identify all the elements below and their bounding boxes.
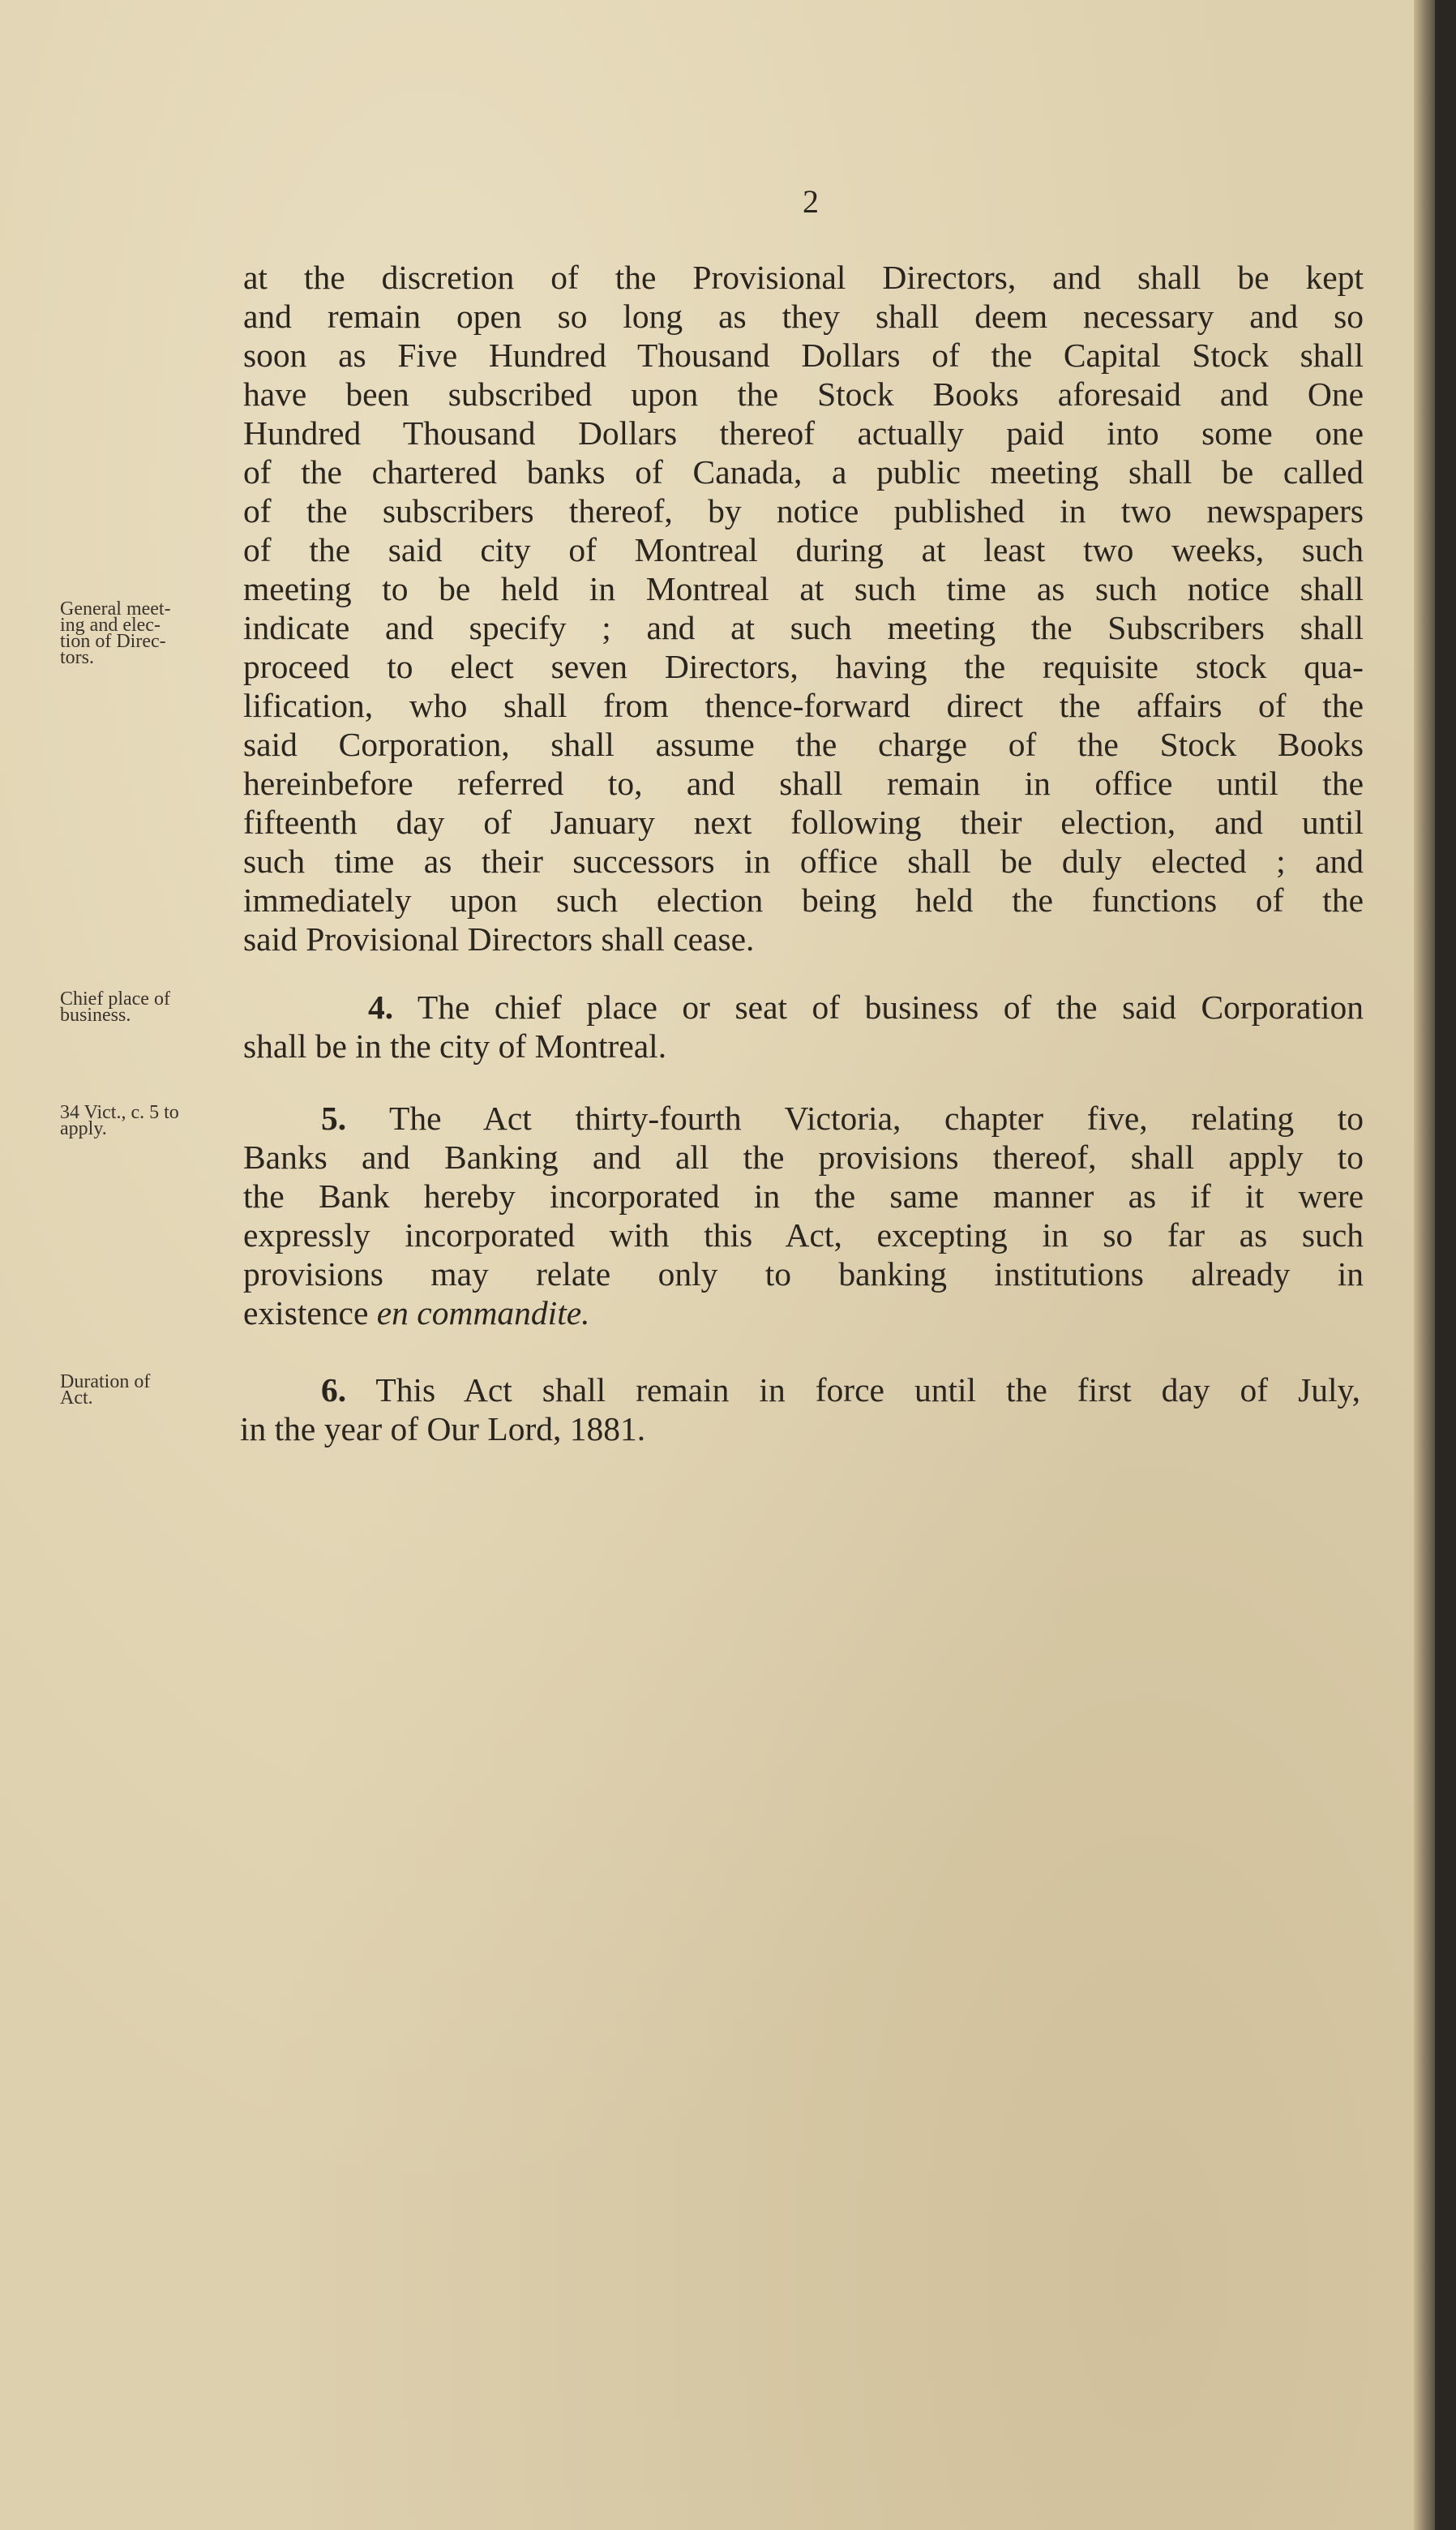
- text-line: such time as their successors in office shall be duly elected ; and: [243, 843, 1364, 880]
- text-line: expressly incorporated with this Act, excepting in so far as such: [243, 1216, 1364, 1254]
- margin-note-line: tion of Direc-: [60, 631, 166, 652]
- text-line: at the discretion of the Provisional Directors, and shall be kept: [243, 259, 1364, 296]
- page-edge-shadow: [1414, 0, 1435, 2530]
- margin-note-line: ing and elec-: [60, 615, 161, 636]
- margin-note-line: tors.: [60, 647, 94, 668]
- margin-note-general-meeting: [60, 598, 246, 668]
- text-line: [243, 988, 1364, 1027]
- section-text: This Act shall remain in force until the first day of July,: [346, 1371, 1360, 1409]
- text-line: hereinbefore referred to, and shall remain in office until the: [243, 765, 1364, 802]
- margin-note-line: business.: [60, 1005, 131, 1026]
- text-line: of the chartered banks of Canada, a public meeting shall be called: [243, 453, 1364, 491]
- section-number: 4.: [368, 988, 394, 1026]
- margin-note-line: apply.: [60, 1118, 107, 1139]
- text-line: fifteenth day of January next following their election, and until: [243, 804, 1364, 841]
- text-line: immediately upon such election being held the functions of the: [243, 881, 1364, 919]
- section-4: [243, 988, 1364, 1066]
- text-line: [243, 1099, 1364, 1138]
- text-line: shall be in the city of Montreal.: [243, 1027, 667, 1065]
- text-line: said Corporation, shall assume the charge of the Stock Books: [243, 726, 1364, 763]
- section-text: The chief place or seat of business of the said Corporation: [393, 988, 1364, 1026]
- text-line: meeting to be held in Montreal at such time as such notice shall: [243, 570, 1364, 607]
- text-line: [243, 1293, 1364, 1332]
- section-number: 5.: [321, 1100, 347, 1137]
- text-line: Hundred Thousand Dollars thereof actually paid into some one: [243, 414, 1364, 452]
- page-number: 2: [803, 183, 819, 220]
- margin-note-line: Duration of: [60, 1371, 151, 1392]
- margin-note-line: General meet-: [60, 598, 171, 620]
- text-line: Banks and Banking and all the provisions thereof, shall apply to: [243, 1138, 1364, 1176]
- text-line: the Bank hereby incorporated in the same manner as if it were: [243, 1177, 1364, 1215]
- text-line: lification, who shall from thence-forward direct the affairs of the: [243, 687, 1364, 724]
- text-line: proceed to elect seven Directors, having the requisite stock qua-: [243, 648, 1364, 685]
- text-line: [240, 1370, 1360, 1409]
- margin-note-line: Act.: [60, 1387, 93, 1409]
- margin-note-act-applies: [60, 1104, 246, 1137]
- text-line: said Provisional Directors shall cease.: [243, 920, 755, 958]
- margin-note-chief-place: [60, 988, 246, 1026]
- text-line: of the said city of Montreal during at least two weeks, such: [243, 531, 1364, 568]
- text-line: have been subscribed upon the Stock Books aforesaid and One: [243, 375, 1364, 413]
- section-text: The Act thirty-fourth Victoria, chapter five, relating to: [346, 1100, 1364, 1137]
- section-6: [240, 1370, 1360, 1448]
- section-5: [243, 1099, 1364, 1332]
- section-number: 6.: [321, 1371, 347, 1409]
- text-line: and remain open so long as they shall deem necessary and so: [243, 298, 1364, 335]
- section-text: existence: [243, 1294, 377, 1331]
- text-line: provisions may relate only to banking institutions already in: [243, 1255, 1364, 1293]
- text-line: soon as Five Hundred Thousand Dollars of the Capital Stock shall: [243, 337, 1364, 374]
- margin-note-line: Chief place of: [60, 988, 170, 1010]
- margin-note-duration: [60, 1371, 246, 1409]
- section-3-continued: [243, 258, 1364, 958]
- margin-note-line: 34 Vict., c. 5 to: [60, 1102, 179, 1123]
- italic-phrase: en commandite.: [376, 1294, 590, 1331]
- text-line: of the subscribers thereof, by notice published in two newspapers: [243, 492, 1364, 530]
- text-line: in the year of Our Lord, 1881.: [240, 1410, 646, 1447]
- text-line: indicate and specify ; and at such meeting the Subscribers shall: [243, 609, 1364, 646]
